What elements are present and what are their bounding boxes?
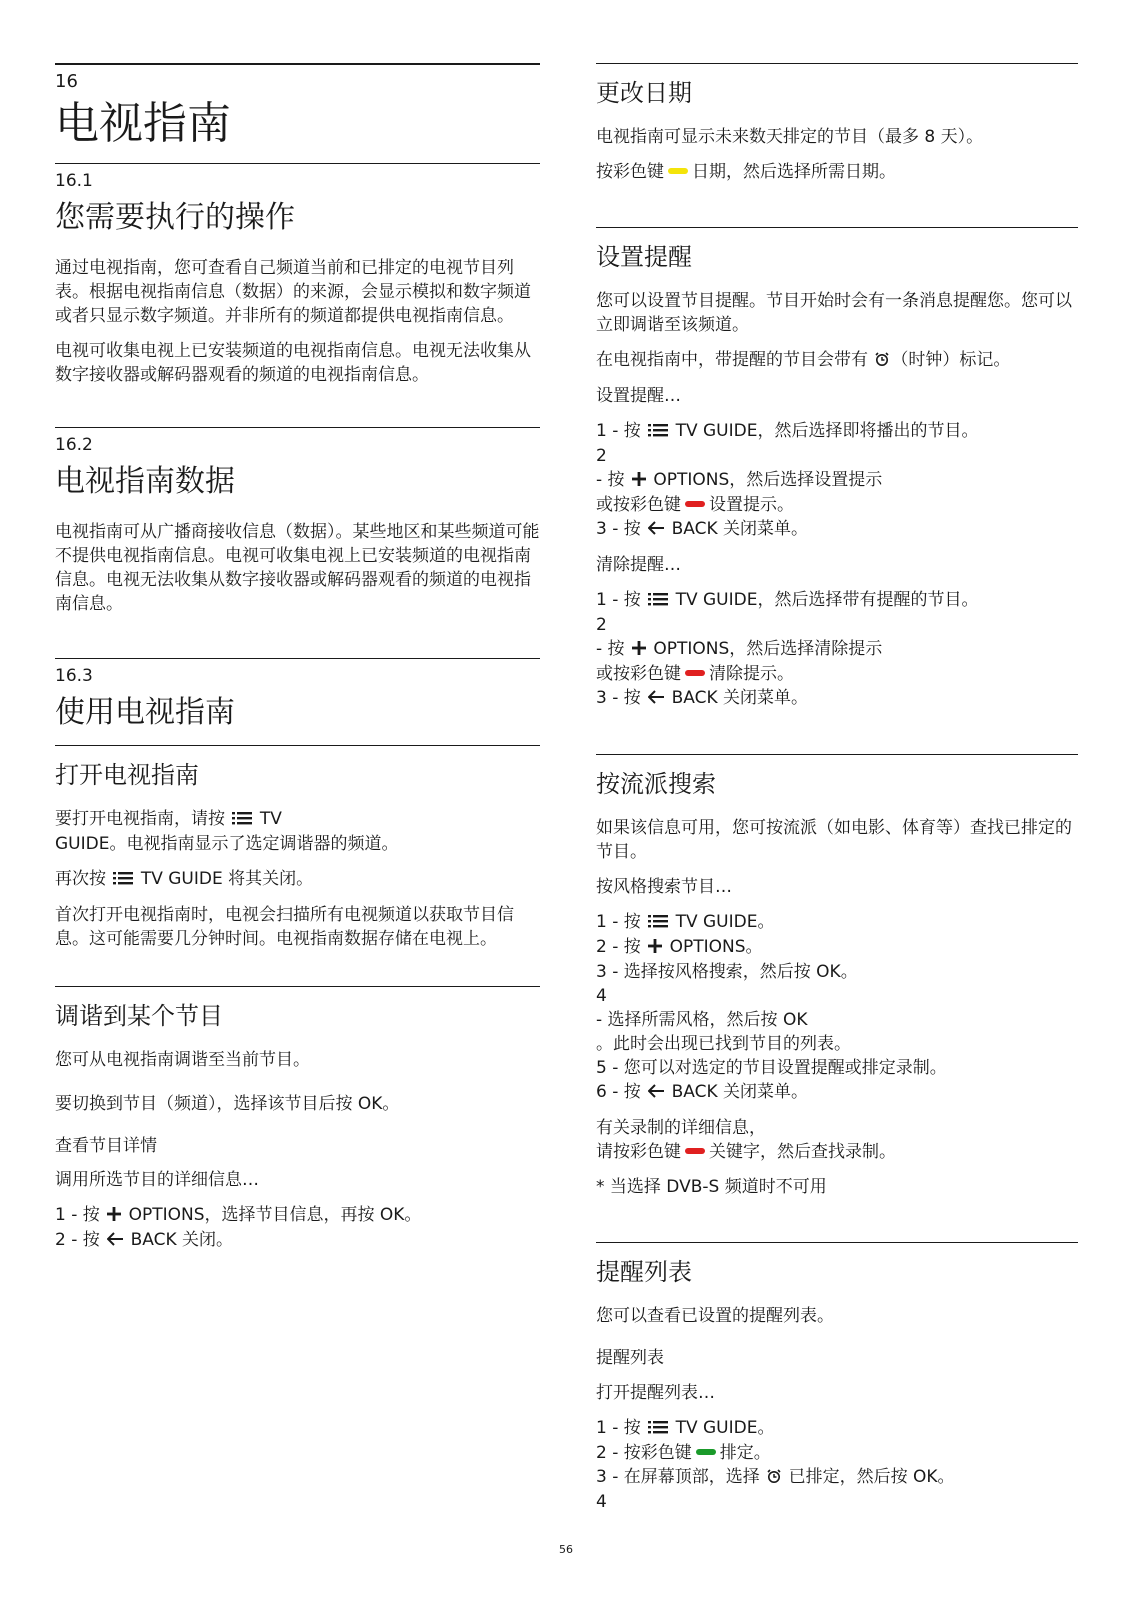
clock-icon xyxy=(767,1466,781,1490)
paragraph: 有关录制的详细信息， 请按彩色键 关键字，然后查找录制。 xyxy=(596,1118,896,1162)
back-arrow-icon xyxy=(107,1229,123,1253)
options-plus-icon xyxy=(632,638,646,662)
back-arrow-icon xyxy=(648,687,664,711)
tv-guide-icon xyxy=(113,868,133,892)
paragraph: 要切换到节目（频道），选择该节目后按 OK。 xyxy=(55,1094,400,1114)
subsection-title: 调谐到某个节目 xyxy=(55,1002,223,1030)
paragraph: 查看节目详情 xyxy=(55,1136,157,1156)
subsection-title: 提醒列表 xyxy=(596,1258,692,1286)
section-number: 16.3 xyxy=(55,666,93,686)
paragraph: 提醒列表 xyxy=(596,1348,664,1368)
subsection-reminder-list xyxy=(596,1242,1078,1514)
tv-guide-icon xyxy=(648,1417,668,1441)
clock-icon xyxy=(875,349,889,373)
paragraph: 您可以查看已设置的提醒列表。 xyxy=(596,1306,834,1326)
chapter-number: 16 xyxy=(55,71,78,92)
right-column xyxy=(596,63,1078,1525)
chapter-header xyxy=(55,63,540,151)
subsection-open-guide xyxy=(55,745,540,951)
red-key-icon xyxy=(685,501,705,507)
options-plus-icon xyxy=(632,469,646,493)
tv-guide-icon xyxy=(648,420,668,444)
step-list: 1 - 按 TV GUIDE，然后选择带有提醒的节目。 2 - 按 OPTIONS，然后选择清除提示 或按彩色键 清除提示。 3 - 按 BACK 关闭菜单。 xyxy=(596,588,1078,711)
paragraph: 电视指南可显示未来数天排定的节目（最多 8 天）。 xyxy=(596,127,984,147)
paragraph: 电视可收集电视上已安装频道的电视指南信息。电视无法收集从数字接收器或解码器观看的频道的电视指南信息。 xyxy=(55,341,531,385)
step-list: 1 - 按 TV GUIDE。 2 - 按彩色键 排定。 3 - 在屏幕顶部，选择 已排定，然后按 OK。 4 xyxy=(596,1418,955,1512)
back-arrow-icon xyxy=(648,518,664,542)
page-number: 56 xyxy=(559,1543,573,1556)
paragraph: 在电视指南中，带提醒的节目会带有 （时钟）标记。 xyxy=(596,348,1078,373)
paragraph: 通过电视指南，您可查看自己频道当前和已排定的电视节目列表。根据电视指南信息（数据）的来源，会显示模拟和数字频道或者只显示数字频道。并非所有的频道都提供电视指南信息。 xyxy=(55,258,531,326)
section-title: 您需要执行的操作 xyxy=(55,200,295,235)
options-plus-icon xyxy=(648,936,662,960)
paragraph: 如果该信息可用，您可按流派（如电影、体育等）查找已排定的节目。 xyxy=(596,818,1072,862)
paragraph: 按风格搜索节目… xyxy=(596,877,732,897)
section-16-3 xyxy=(55,658,540,733)
back-arrow-icon xyxy=(648,1081,664,1105)
section-16-2 xyxy=(55,427,540,616)
subsection-title: 按流派搜索 xyxy=(596,770,716,798)
chapter-title: 电视指南 xyxy=(55,98,231,149)
tv-guide-icon xyxy=(232,808,252,832)
paragraph: 您可从电视指南调谐至当前节目。 xyxy=(55,1050,310,1070)
subsection-set-reminder xyxy=(596,227,1078,711)
paragraph: 您可以设置节目提醒。节目开始时会有一条消息提醒您。您可以立即调谐至该频道。 xyxy=(596,291,1072,335)
red-key-icon xyxy=(685,1148,705,1154)
left-column xyxy=(55,63,540,1264)
tv-guide-icon xyxy=(648,911,668,935)
note: * 当选择 DVB-S 频道时不可用 xyxy=(596,1177,827,1197)
subsection-tune xyxy=(55,986,540,1253)
section-title: 电视指南数据 xyxy=(55,464,235,499)
options-plus-icon xyxy=(107,1204,121,1228)
subsection-title: 更改日期 xyxy=(596,79,692,107)
paragraph: 按彩色键 日期，然后选择所需日期。 xyxy=(596,162,896,182)
step-list: 1 - 按 OPTIONS，选择节目信息，再按 OK。 2 - 按 BACK 关闭。 xyxy=(55,1203,540,1253)
subsection-change-date xyxy=(596,63,1078,184)
paragraph: 首次打开电视指南时，电视会扫描所有电视频道以获取节目信息。这可能需要几分钟时间。电视指南数据存储在电视上。 xyxy=(55,905,514,949)
paragraph: 清除提醒… xyxy=(596,555,681,575)
red-key-icon xyxy=(685,670,705,676)
yellow-key-icon xyxy=(668,168,688,174)
section-number: 16.2 xyxy=(55,435,93,455)
subsection-title: 打开电视指南 xyxy=(55,761,199,789)
green-key-icon xyxy=(696,1449,716,1455)
subsection-title: 设置提醒 xyxy=(596,243,692,271)
paragraph: 再次按 TV GUIDE 将其关闭。 xyxy=(55,867,540,892)
paragraph: 调用所选节目的详细信息… xyxy=(55,1170,259,1190)
paragraph: 要打开电视指南，请按 TV GUIDE。电视指南显示了选定调谐器的频道。 xyxy=(55,809,399,854)
tv-guide-icon xyxy=(648,589,668,613)
section-title: 使用电视指南 xyxy=(55,695,235,730)
section-number: 16.1 xyxy=(55,171,93,191)
paragraph: 设置提醒… xyxy=(596,386,681,406)
section-16-1 xyxy=(55,163,540,387)
paragraph: 电视指南可从广播商接收信息（数据）。某些地区和某些频道可能不提供电视指南信息。电视可收集电视上已安装频道的电视指南信息。电视无法收集从数字接收器或解码器观看的频道的电视指南信息。 xyxy=(55,522,540,614)
step-list: 1 - 按 TV GUIDE，然后选择即将播出的节目。 2 - 按 OPTIONS，然后选择设置提示 或按彩色键 设置提示。 3 - 按 BACK 关闭菜单。 xyxy=(596,419,1078,542)
subsection-genre-search xyxy=(596,754,1078,1199)
step-list: 1 - 按 TV GUIDE。 2 - 按 OPTIONS。 3 - 选择按风格搜索，然后按 OK。 4 - 选择所需风格，然后按 OK 。此时会出现已找到节目的列表。 5 - 您可以对选定的节目设置提醒或排定录制。 6 - 按 BACK 关闭菜单。 xyxy=(596,910,1078,1105)
paragraph: 打开提醒列表… xyxy=(596,1383,715,1403)
